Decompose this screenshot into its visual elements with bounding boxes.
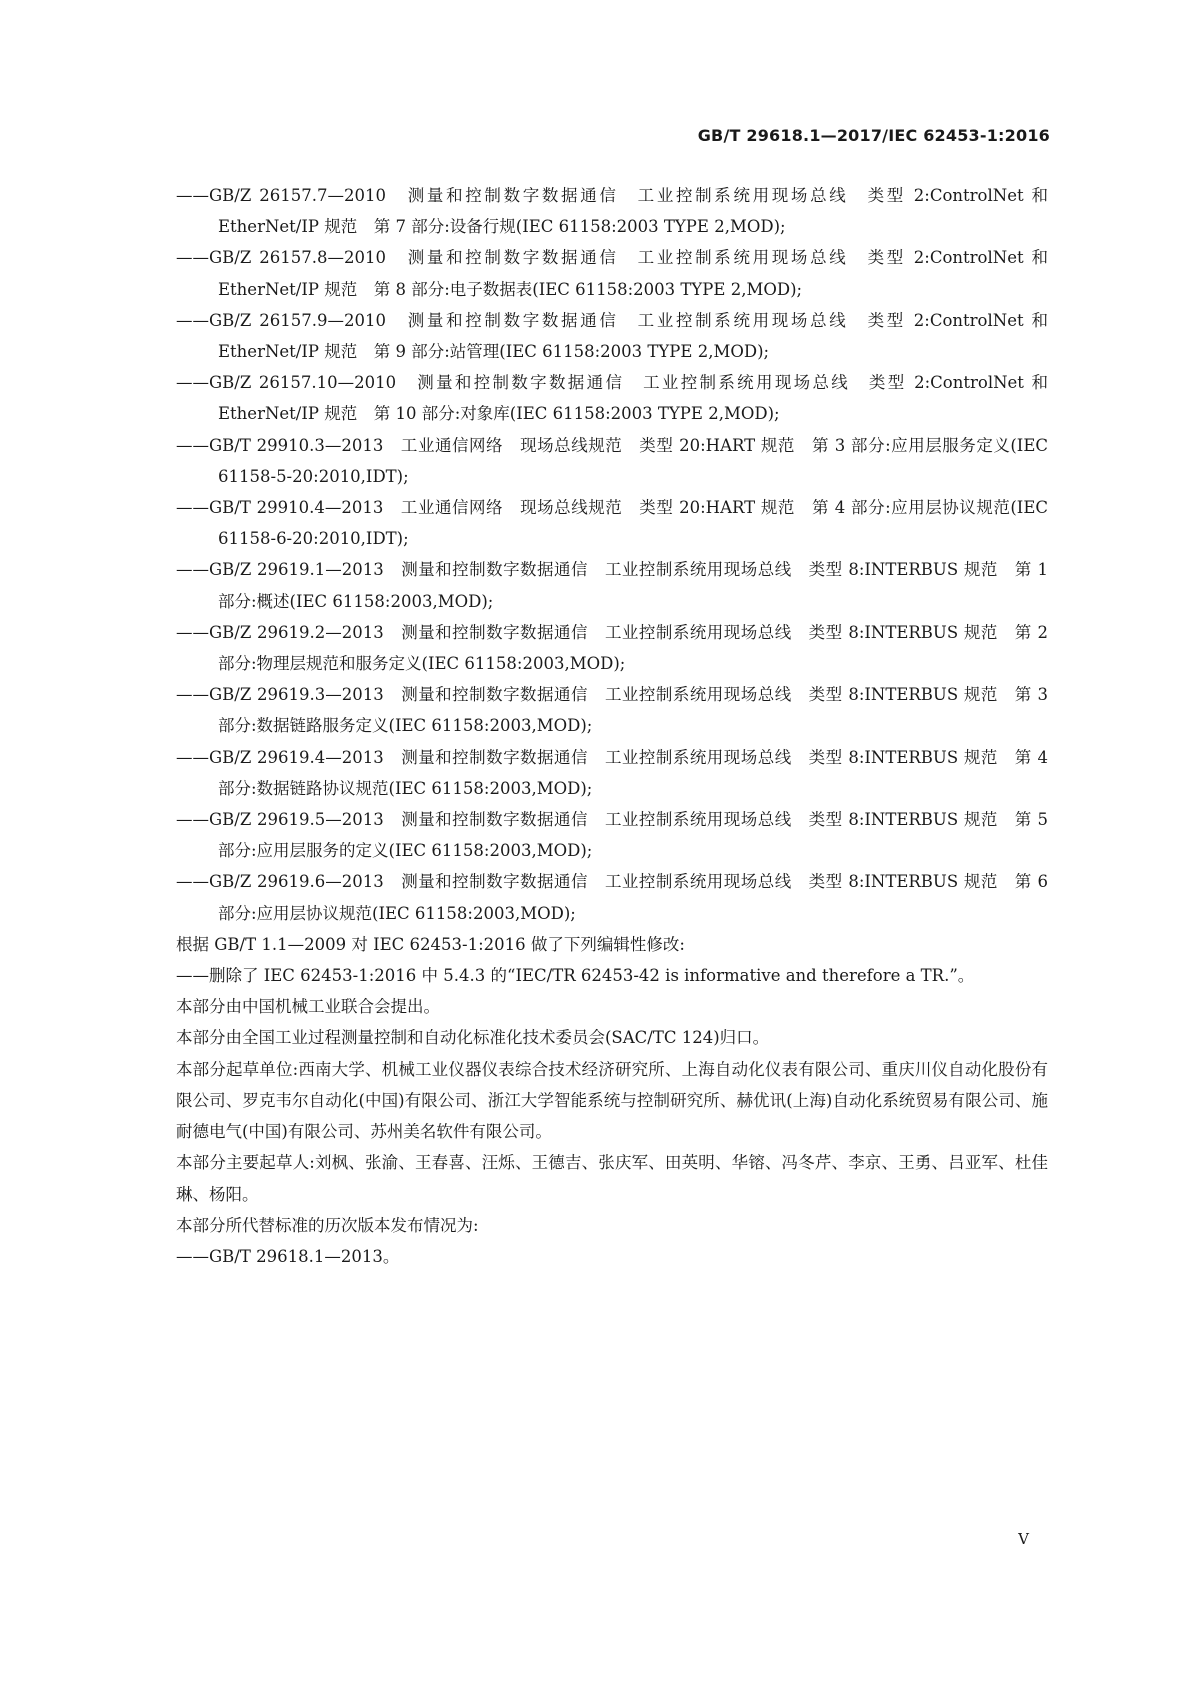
- centralized-by-statement: 本部分由全国工业过程测量控制和自动化标准化技术委员会(SAC/TC 124)归口。: [176, 1028, 770, 1048]
- proposed-by-statement: 本部分由中国机械工业联合会提出。: [176, 997, 440, 1017]
- standard-code-header: GB/T 29618.1—2017/IEC 62453-1:2016: [697, 126, 1050, 145]
- history-intro: 本部分所代替标准的历次版本发布情况为:: [176, 1215, 479, 1235]
- drafting-units-statement: 本部分起草单位:西南大学、机械工业仪器仪表综合技术经济研究所、上海自动化仪表有限公司、重庆川仪自动化股份有限公司、罗克韦尔自动化(中国)有限公司、浙江大学智能系统与控制研究所、赫优讯(上海)自动化系统贸易有限公司、施耐德电气(中国)有限公司、苏州美名软件有限公司。: [176, 1059, 1048, 1142]
- reference-item: ——GB/T 29910.4—2013 工业通信网络 现场总线规范 类型 20:HART 规范 第 4 部分:应用层协议规范(IEC 61158-6-20:2010,IDT);: [176, 498, 1048, 549]
- reference-item: ——GB/Z 29619.4—2013 测量和控制数字数据通信 工业控制系统用现场总线 类型 8:INTERBUS 规范 第 4 部分:数据链路协议规范(IEC 61158:2003,MOD);: [176, 747, 1048, 798]
- page-number: V: [1018, 1530, 1029, 1548]
- reference-item: ——GB/Z 29619.3—2013 测量和控制数字数据通信 工业控制系统用现场总线 类型 8:INTERBUS 规范 第 3 部分:数据链路服务定义(IEC 61158:2003,MOD);: [176, 685, 1048, 736]
- reference-item: ——GB/Z 29619.6—2013 测量和控制数字数据通信 工业控制系统用现场总线 类型 8:INTERBUS 规范 第 6 部分:应用层协议规范(IEC 61158:2003,MOD);: [176, 872, 1048, 923]
- reference-item: ——GB/Z 29619.5—2013 测量和控制数字数据通信 工业控制系统用现场总线 类型 8:INTERBUS 规范 第 5 部分:应用层服务的定义(IEC 61158:2003,MOD);: [176, 810, 1048, 861]
- history-item: ——GB/T 29618.1—2013。: [176, 1246, 400, 1266]
- drafters-statement: 本部分主要起草人:刘枫、张渝、王春喜、汪烁、王德吉、张庆军、田英明、华镕、冯冬芹、李京、王勇、吕亚军、杜佳琳、杨阳。: [176, 1153, 1048, 1204]
- reference-item: ——GB/Z 29619.1—2013 测量和控制数字数据通信 工业控制系统用现场总线 类型 8:INTERBUS 规范 第 1 部分:概述(IEC 61158:2003,MOD);: [176, 560, 1048, 611]
- foreword-content: [176, 180, 1048, 1272]
- reference-item: ——GB/Z 29619.2—2013 测量和控制数字数据通信 工业控制系统用现场总线 类型 8:INTERBUS 规范 第 2 部分:物理层规范和服务定义(IEC 61158:2003,MOD);: [176, 622, 1048, 674]
- editorial-intro: 根据 GB/T 1.1—2009 对 IEC 62453-1:2016 做了下列编辑性修改:: [176, 934, 685, 954]
- reference-list: [176, 180, 1048, 929]
- reference-item: ——GB/Z 26157.9—2010 测量和控制数字数据通信 工业控制系统用现场总线 类型 2:ControlNet 和 EtherNet/IP 规范 第 9 部分:站管理(IEC 61158:2003 TYPE 2,MOD);: [176, 310, 1048, 362]
- reference-item: ——GB/T 29910.3—2013 工业通信网络 现场总线规范 类型 20:HART 规范 第 3 部分:应用层服务定义(IEC 61158-5-20:2010,IDT);: [176, 435, 1048, 486]
- reference-item: ——GB/Z 26157.8—2010 测量和控制数字数据通信 工业控制系统用现场总线 类型 2:ControlNet 和 EtherNet/IP 规范 第 8 部分:电子数据表(IEC 61158:2003 TYPE 2,MOD);: [176, 248, 1048, 299]
- editorial-change-item: ——删除了 IEC 62453-1:2016 中 5.4.3 的“IEC/TR 62453-42 is informative and therefore a TR.”。: [176, 966, 975, 986]
- reference-item: ——GB/Z 26157.10—2010 测量和控制数字数据通信 工业控制系统用现场总线 类型 2:ControlNet 和 EtherNet/IP 规范 第 10 部分:对象库(IEC 61158:2003 TYPE 2,MOD);: [176, 373, 1048, 424]
- reference-item: ——GB/Z 26157.7—2010 测量和控制数字数据通信 工业控制系统用现场总线 类型 2:ControlNet 和 EtherNet/IP 规范 第 7 部分:设备行规(IEC 61158:2003 TYPE 2,MOD);: [176, 186, 1048, 237]
